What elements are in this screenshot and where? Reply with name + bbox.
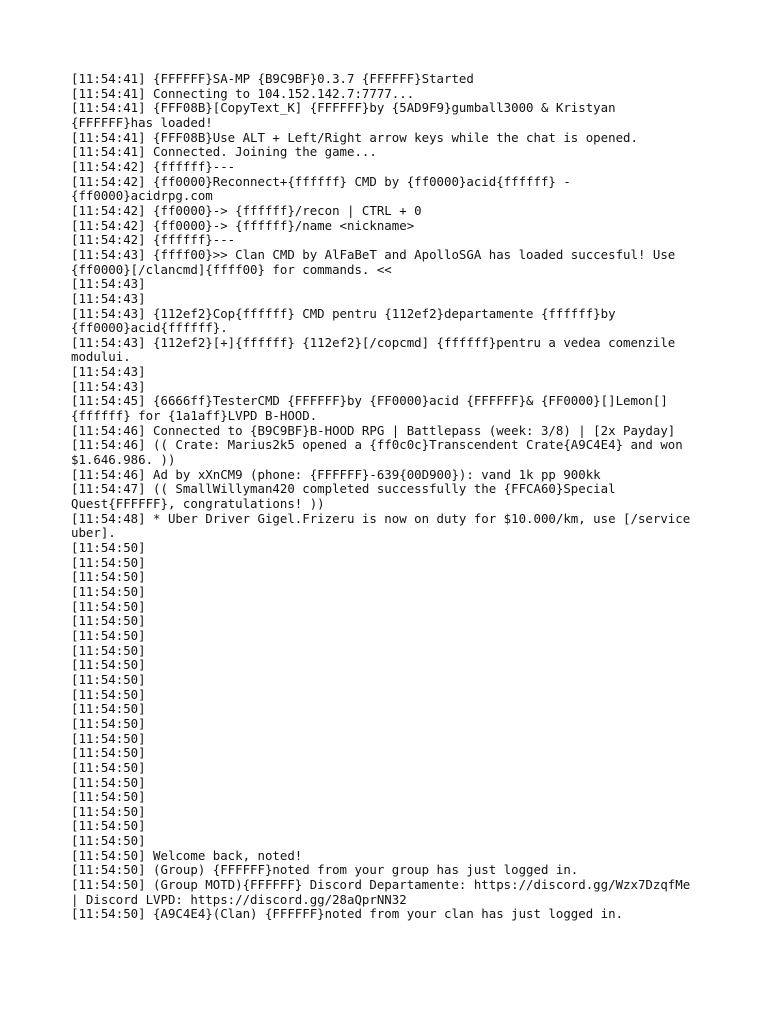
log-line: [11:54:41] Connected. Joining the game... [71,144,377,160]
log-line: [11:54:50] [71,833,146,849]
log-line: [11:54:42] {ffffff}--- [71,158,236,174]
log-line: [11:54:43] [71,378,146,394]
log-line: [11:54:47] (( SmallWillyman420 completed successfully the {FFCA60}Special [71,481,616,497]
log-line: [11:54:45] {6666ff}TesterCMD {FFFFFF}by {FF0000}acid {FFFFFF}& {FF0000}[]Lemon[] [71,393,668,409]
log-line: [11:54:43] [71,276,146,292]
log-line: [11:54:50] Welcome back, noted! [71,847,303,863]
log-line: [11:54:50] [71,803,146,819]
log-line: [11:54:50] {A9C4E4}(Clan) {FFFFFF}noted from your clan has just logged in. [71,906,624,922]
log-line: [11:54:41] {FFFFFF}SA-MP {B9C9BF}0.3.7 {FFFFFF}Started [71,71,474,86]
log-line: [11:54:50] [71,701,146,717]
log-line: [11:54:50] (Group) {FFFFFF}noted from your group has just logged in. [71,862,579,878]
log-line: | Discord LVPD: https://discord.gg/28aQprNN32 [71,891,407,907]
log-line: [11:54:43] [71,290,146,306]
log-line: [11:54:48] * Uber Driver Gigel.Frizeru is now on duty for $10.000/km, use [/service [71,510,691,526]
log-line: [11:54:46] Ad by xXnCM9 (phone: {FFFFFF}-639{00D900}): vand 1k pp 900kk [71,466,601,482]
log-line: [11:54:50] [71,642,146,658]
log-line: [11:54:50] [71,759,146,775]
log-line: [11:54:42] {ff0000}-> {ffffff}/recon | CTRL + 0 [71,202,422,218]
log-line: [11:54:50] [71,657,146,673]
chat-log-document [71,72,711,922]
log-line: [11:54:50] [71,540,146,555]
log-line: [11:54:50] [71,774,146,790]
log-line: [11:54:43] {112ef2}[+]{ffffff} {112ef2}[/copcmd] {ffffff}pentru a vedea comenzile [71,334,676,350]
log-line: [11:54:43] {ffff00}>> Clan CMD by AlFaBeT and ApolloSGA has loaded succesful! Use [71,246,676,262]
log-line: [11:54:46] (( Crate: Marius2k5 opened a {ff0c0c}Transcendent Crate{A9C4E4} and won [71,437,683,453]
log-line: {ffffff} for {1a1aff}LVPD B-HOOD. [71,408,318,424]
log-line: [11:54:50] [71,554,146,570]
log-line: modului. [71,349,131,365]
log-line: [11:54:50] [71,671,146,687]
log-line: [11:54:42] {ff0000}-> {ffffff}/name <nickname> [71,217,415,233]
log-line: [11:54:46] Connected to {B9C9BF}B-HOOD RPG | Battlepass (week: 3/8) | [2x Payday] [71,422,676,438]
log-line: uber]. [71,525,116,541]
log-line: {FFFFFF}has loaded! [71,114,213,130]
log-line: [11:54:42] {ffffff}--- [71,232,236,248]
log-line: [11:54:43] [71,364,146,380]
log-line: $1.646.986. )) [71,452,176,468]
log-line: [11:54:50] [71,789,146,805]
log-line: [11:54:50] [71,583,146,599]
log-line: [11:54:50] [71,745,146,761]
log-line: [11:54:50] [71,730,146,746]
log-line: [11:54:41] {FFF08B}Use ALT + Left/Right arrow keys while the chat is opened. [71,129,638,145]
log-line: [11:54:50] [71,715,146,731]
log-line: [11:54:50] [71,627,146,643]
log-line: Quest{FFFFFF}, congratulations! )) [71,496,325,512]
log-line: {ff0000}acidrpg.com [71,188,213,204]
log-line: [11:54:50] [71,598,146,614]
log-line: [11:54:50] (Group MOTD){FFFFFF} Discord Departamente: https://discord.gg/Wzx7DzqfMe [71,877,691,893]
log-line: [11:54:41] Connecting to 104.152.142.7:7777... [71,85,415,101]
log-line: [11:54:50] [71,569,146,585]
log-line: [11:54:43] {112ef2}Cop{ffffff} CMD pentru {112ef2}departamente {ffffff}by [71,305,616,321]
log-line: {ff0000}acid{ffffff}. [71,320,228,336]
log-line: [11:54:42] {ff0000}Reconnect+{ffffff} CMD by {ff0000}acid{ffffff} - [71,173,571,189]
log-line: [11:54:41] {FFF08B}[CopyText_K] {FFFFFF}by {5AD9F9}gumball3000 & Kristyan [71,100,616,116]
log-line: [11:54:50] [71,613,146,629]
log-line: [11:54:50] [71,686,146,702]
log-line: {ff0000}[/clancmd]{ffff00} for commands. << [71,261,392,277]
log-line: [11:54:50] [71,818,146,834]
